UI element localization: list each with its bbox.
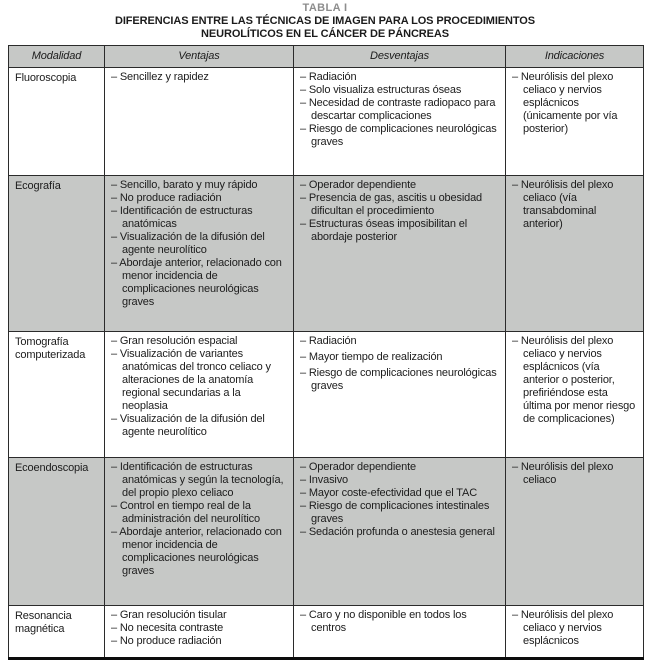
list-item: – Neurólisis del plexo celiaco y nervios esplácnicos (únicamente por vía posterior) bbox=[512, 71, 618, 135]
row-ecografia bbox=[9, 176, 644, 332]
indicaciones-list bbox=[512, 71, 637, 136]
table-subtitle-line-1: DIFERENCIAS ENTRE LAS TÉCNICAS DE IMAGEN PARA LOS PROCEDIMIENTOS bbox=[115, 15, 535, 27]
desventajas-list bbox=[300, 179, 499, 244]
list-item: – Radiación bbox=[300, 335, 357, 347]
column-header-ventajas: Ventajas bbox=[105, 46, 294, 68]
comparison-table bbox=[8, 45, 644, 660]
ventajas-cell bbox=[105, 458, 294, 606]
desventajas-cell bbox=[294, 176, 506, 332]
list-item: – Abordaje anterior, relacionado con menor incidencia de complicaciones neurológicas graves bbox=[111, 257, 282, 308]
list-item: – Control en tiempo real de la administración del neurolítico bbox=[111, 500, 260, 525]
desventajas-cell bbox=[294, 68, 506, 176]
list-item: – Visualización de la difusión del agente neurolítico bbox=[111, 231, 265, 256]
list-item: – Sencillez y rapidez bbox=[111, 71, 209, 83]
table-subtitle-line-2: NEUROLÍTICOS EN EL CÁNCER DE PÁNCREAS bbox=[201, 28, 449, 40]
ventajas-list bbox=[111, 71, 287, 84]
header-row bbox=[9, 46, 644, 68]
list-item: – Sencillo, barato y muy rápido bbox=[111, 179, 258, 191]
list-item: – No produce radiación bbox=[111, 635, 222, 647]
list-item: – Estructuras óseas imposibilitan el abordaje posterior bbox=[300, 218, 468, 243]
row-resonancia-magnetica bbox=[9, 606, 644, 659]
list-item: – Radiación bbox=[300, 71, 357, 83]
row-fluoroscopia bbox=[9, 68, 644, 176]
indicaciones-cell bbox=[506, 176, 644, 332]
column-header-modalidad: Modalidad bbox=[9, 46, 105, 68]
list-item: – Riesgo de complicaciones neurológicas graves bbox=[300, 367, 497, 392]
list-item: – No necesita contraste bbox=[111, 622, 224, 634]
modality-cell: Resonancia magnética bbox=[9, 606, 105, 659]
row-tomografia-computerizada bbox=[9, 332, 644, 458]
desventajas-list bbox=[300, 609, 499, 635]
list-item: – No produce radiación bbox=[111, 192, 222, 204]
indicaciones-list bbox=[512, 609, 637, 648]
list-item: – Neurólisis del plexo celiaco y nervios esplácnicos bbox=[512, 609, 614, 647]
ventajas-list bbox=[111, 179, 287, 309]
ventajas-list bbox=[111, 461, 287, 578]
list-item: – Sedación profunda o anestesia general bbox=[300, 526, 495, 538]
list-item: – Solo visualiza estructuras óseas bbox=[300, 84, 462, 96]
ventajas-list bbox=[111, 335, 287, 439]
indicaciones-list bbox=[512, 335, 637, 426]
list-item: – Caro y no disponible en todos los centros bbox=[300, 609, 467, 634]
ventajas-cell bbox=[105, 606, 294, 659]
desventajas-list bbox=[300, 71, 499, 149]
list-item: – Operador dependiente bbox=[300, 461, 416, 473]
list-item: – Visualización de variantes anatómicas del tronco celiaco y alteraciones de la anatomía regional secundarias a la neoplasia bbox=[111, 348, 271, 412]
table-number-title: TABLA I bbox=[302, 2, 348, 14]
list-item: – Invasivo bbox=[300, 474, 349, 486]
row-ecoendoscopia bbox=[9, 458, 644, 606]
indicaciones-cell bbox=[506, 458, 644, 606]
column-header-desventajas: Desventajas bbox=[294, 46, 506, 68]
list-item: – Necesidad de contraste radiopaco para descartar complicaciones bbox=[300, 97, 496, 122]
modality-cell: Fluoroscopia bbox=[9, 68, 105, 176]
list-item: – Neurólisis del plexo celiaco (vía transabdominal anterior) bbox=[512, 179, 614, 230]
list-item: – Visualización de la difusión del agente neurolítico bbox=[111, 413, 265, 438]
desventajas-cell bbox=[294, 458, 506, 606]
ventajas-cell bbox=[105, 68, 294, 176]
ventajas-list bbox=[111, 609, 287, 648]
modality-cell: Ecoendoscopia bbox=[9, 458, 105, 606]
desventajas-list bbox=[300, 335, 499, 393]
indicaciones-cell bbox=[506, 332, 644, 458]
list-item: – Riesgo de complicaciones intestinales graves bbox=[300, 500, 490, 525]
ventajas-cell bbox=[105, 176, 294, 332]
list-item: – Mayor coste-efectividad que el TAC bbox=[300, 487, 478, 499]
indicaciones-cell bbox=[506, 68, 644, 176]
indicaciones-cell bbox=[506, 606, 644, 659]
table-caption bbox=[0, 0, 650, 41]
list-item: – Presencia de gas, ascitis u obesidad dificultan el procedimiento bbox=[300, 192, 483, 217]
list-item: – Mayor tiempo de realización bbox=[300, 351, 443, 363]
indicaciones-list bbox=[512, 179, 637, 231]
desventajas-cell bbox=[294, 606, 506, 659]
desventajas-list bbox=[300, 461, 499, 539]
list-item: – Neurólisis del plexo celiaco y nervios esplácnicos (vía anterior o posterior, prefiriéndose esta última por menor riesgo de complicaciones) bbox=[512, 335, 636, 425]
list-item: – Operador dependiente bbox=[300, 179, 416, 191]
list-item: – Gran resolución tisular bbox=[111, 609, 227, 621]
ventajas-cell bbox=[105, 332, 294, 458]
list-item: – Gran resolución espacial bbox=[111, 335, 238, 347]
indicaciones-list bbox=[512, 461, 637, 487]
modality-cell: Tomografía computerizada bbox=[9, 332, 105, 458]
list-item: – Riesgo de complicaciones neurológicas graves bbox=[300, 123, 497, 148]
desventajas-cell bbox=[294, 332, 506, 458]
modality-cell: Ecografía bbox=[9, 176, 105, 332]
list-item: – Identificación de estructuras anatómicas bbox=[111, 205, 253, 230]
column-header-indicaciones: Indicaciones bbox=[506, 46, 644, 68]
list-item: – Identificación de estructuras anatómicas y según la tecnología, del propio plexo celiaco bbox=[111, 461, 284, 499]
list-item: – Neurólisis del plexo celiaco bbox=[512, 461, 614, 486]
list-item: – Abordaje anterior, relacionado con menor incidencia de complicaciones neurológicas graves bbox=[111, 526, 282, 577]
